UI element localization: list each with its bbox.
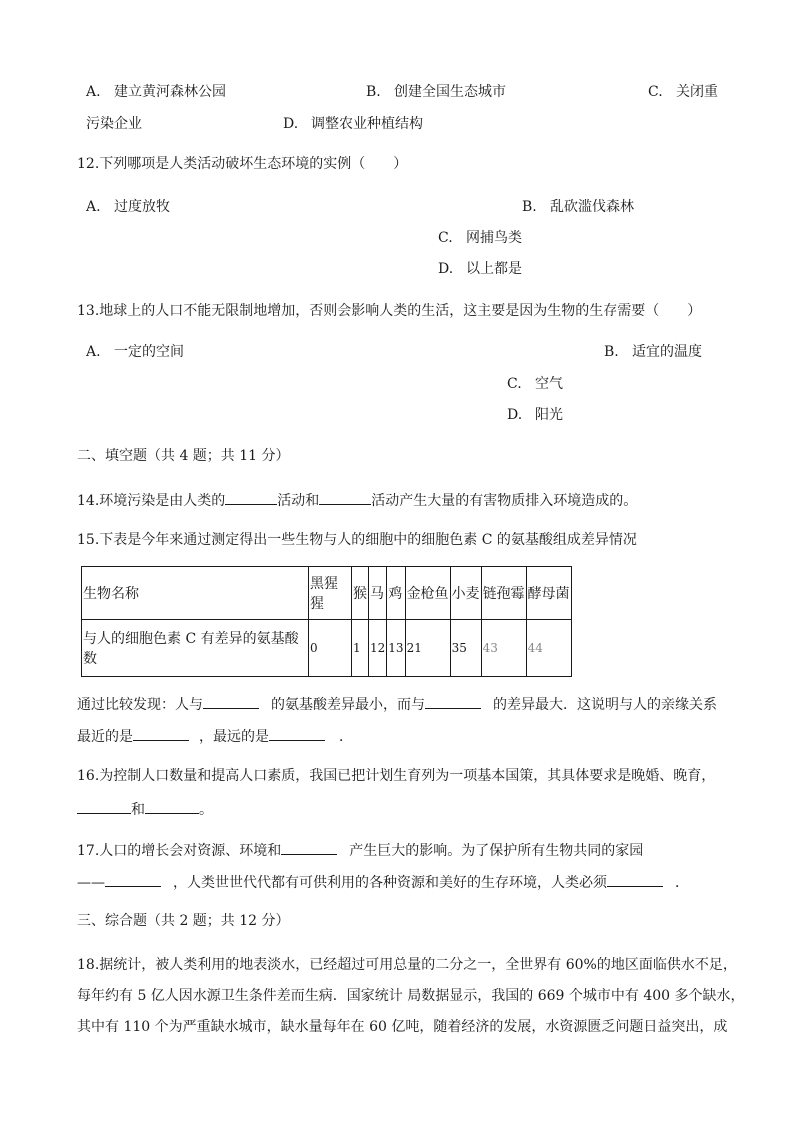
answer-blank[interactable]: [105, 872, 161, 887]
option-text: 乱砍滥伐森林: [550, 199, 634, 215]
option-text: 调整农业种植结构: [311, 116, 423, 132]
q15-line-1: [77, 694, 717, 714]
q13-option-b: [604, 343, 702, 361]
option-text: 阳光: [535, 407, 563, 423]
q13-option-d: [507, 406, 563, 424]
table-cell: 酵母菌: [526, 567, 571, 620]
q11-option-c: [648, 83, 718, 101]
table-cell: 13: [387, 620, 405, 677]
option-text: 一定的空间: [114, 344, 184, 360]
option-text: 网捕鸟类: [466, 230, 522, 246]
table-cell: 43: [481, 620, 526, 677]
q15-text: 最近的是: [77, 729, 133, 745]
answer-blank[interactable]: [425, 694, 481, 709]
q14-text: 活动和: [277, 493, 320, 509]
answer-blank[interactable]: [77, 799, 131, 814]
answer-blank[interactable]: [269, 726, 325, 741]
table-cell: 猴: [352, 567, 369, 620]
table-cell: 与人的细胞色素 C 有差异的氨基酸数: [82, 620, 309, 677]
q16-text: 和: [131, 802, 145, 818]
option-text: 过度放牧: [114, 199, 170, 215]
q12-option-d: [438, 260, 522, 278]
section-heading-fill-in: 二、填空题（共 4 题；共 11 分）: [77, 448, 290, 464]
q12-option-c: [438, 229, 522, 247]
option-letter: C.: [507, 376, 522, 392]
option-letter: D.: [507, 407, 523, 423]
option-text: 污染企业: [86, 116, 142, 132]
table-cell: 12: [369, 620, 387, 677]
table-cell: 小麦: [450, 567, 481, 620]
amino-acid-difference-table: [81, 566, 572, 677]
table-cell: 鸡: [387, 567, 405, 620]
option-letter: A.: [86, 199, 101, 215]
q16-line-1: 16.为控制人口数量和提高人口素质，我国已把计划生育列为一项基本国策，其具体要求是晚婚、晚育，: [77, 768, 716, 784]
q12-stem: 12.下列哪项是人类活动破坏生态环境的实例（ ）: [77, 156, 408, 172]
q16-text: 。: [199, 802, 213, 818]
q13-option-c: [507, 375, 563, 393]
q15-text: 的差异最大．这说明与人的亲缘关系: [493, 697, 717, 713]
option-letter: C.: [648, 84, 663, 100]
table-cell: 0: [309, 620, 352, 677]
q15-text: 通过比较发现：人与: [77, 697, 203, 713]
option-letter: B.: [522, 199, 537, 215]
q11-option-c-continued: [86, 115, 142, 133]
option-text: 空气: [535, 376, 563, 392]
option-text: 适宜的温度: [632, 344, 702, 360]
option-letter: C.: [438, 230, 453, 246]
q17-text: 17.人口的增长会对资源、环境和: [77, 843, 282, 859]
q16-line-2: [77, 799, 213, 819]
answer-blank[interactable]: [319, 490, 371, 505]
q15-text: ．: [339, 729, 353, 745]
section-heading-comprehensive: 三、综合题（共 2 题；共 12 分）: [77, 913, 290, 929]
q15-line-2: [77, 726, 353, 746]
q14-text: 14.环境污染是由人类的: [77, 493, 226, 509]
table-cell: 35: [450, 620, 481, 677]
option-letter: A.: [86, 84, 101, 100]
table-header-row: [82, 567, 572, 620]
q17-text: ——: [77, 875, 105, 891]
option-letter: A.: [86, 344, 101, 360]
table-cell: 黑猩猩: [309, 567, 352, 620]
table-cell: 金枪鱼: [405, 567, 450, 620]
table-cell: 44: [526, 620, 571, 677]
answer-blank[interactable]: [281, 840, 337, 855]
table-row: [82, 620, 572, 677]
q12-option-b: [522, 198, 634, 216]
q17-text: 产生巨大的影响。为了保护所有生物共同的家园: [349, 843, 644, 859]
q18-line-2: 每年约有 5 亿人因水源卫生条件差而生病．国家统计 局数据显示，我国的 669 个城市中有 400 多个缺水，: [77, 988, 745, 1004]
q17-line-2: [77, 872, 689, 892]
q17-text: ，人类世世代代都有可供利用的各种资源和美好的生存环境，人类必须: [173, 875, 607, 891]
table-cell: 马: [369, 567, 387, 620]
table-cell: 21: [405, 620, 450, 677]
q11-option-d: [283, 115, 423, 133]
table-cell: 链孢霉: [481, 567, 526, 620]
answer-blank[interactable]: [203, 694, 259, 709]
answer-blank[interactable]: [133, 726, 189, 741]
q12-option-a: [86, 198, 170, 216]
option-text: 以上都是: [466, 261, 522, 277]
q14: [77, 490, 637, 510]
option-text: 建立黄河森林公园: [114, 84, 226, 100]
q18-line-3: 其中有 110 个为严重缺水城市，缺水量每年在 60 亿吨，随着经济的发展，水资源匮乏问题日益突出，成: [77, 1019, 728, 1035]
q15-text: ，最远的是: [199, 729, 269, 745]
answer-blank[interactable]: [225, 490, 277, 505]
option-text: 关闭重: [676, 84, 718, 100]
q14-text: 活动产生大量的有害物质排入环境造成的。: [371, 493, 638, 509]
table-cell: 1: [352, 620, 369, 677]
table-cell: 生物名称: [82, 567, 309, 620]
option-letter: B.: [604, 344, 619, 360]
q13-stem: 13.地球上的人口不能无限制地增加，否则会影响人类的生活，这主要是因为生物的生存需要（ ）: [77, 303, 702, 319]
q17-text: ．: [675, 875, 689, 891]
option-letter: D.: [283, 116, 299, 132]
option-letter: B.: [366, 84, 381, 100]
q13-option-a: [86, 343, 184, 361]
q15-stem: 15.下表是今年来通过测定得出一些生物与人的细胞中的细胞色素 C 的氨基酸组成差异情况: [77, 532, 637, 548]
q11-option-a: [86, 83, 226, 101]
q18-line-1: 18.据统计，被人类利用的地表淡水，已经超过可用总量的二分之一，全世界有 60%的地区面临供水不足，: [77, 957, 737, 973]
answer-blank[interactable]: [607, 872, 663, 887]
q11-option-b: [366, 83, 506, 101]
option-text: 创建全国生态城市: [394, 84, 506, 100]
option-letter: D.: [438, 261, 454, 277]
q17-line-1: [77, 840, 643, 860]
answer-blank[interactable]: [145, 799, 199, 814]
q15-text: 的氨基酸差异最小，而与: [271, 697, 425, 713]
